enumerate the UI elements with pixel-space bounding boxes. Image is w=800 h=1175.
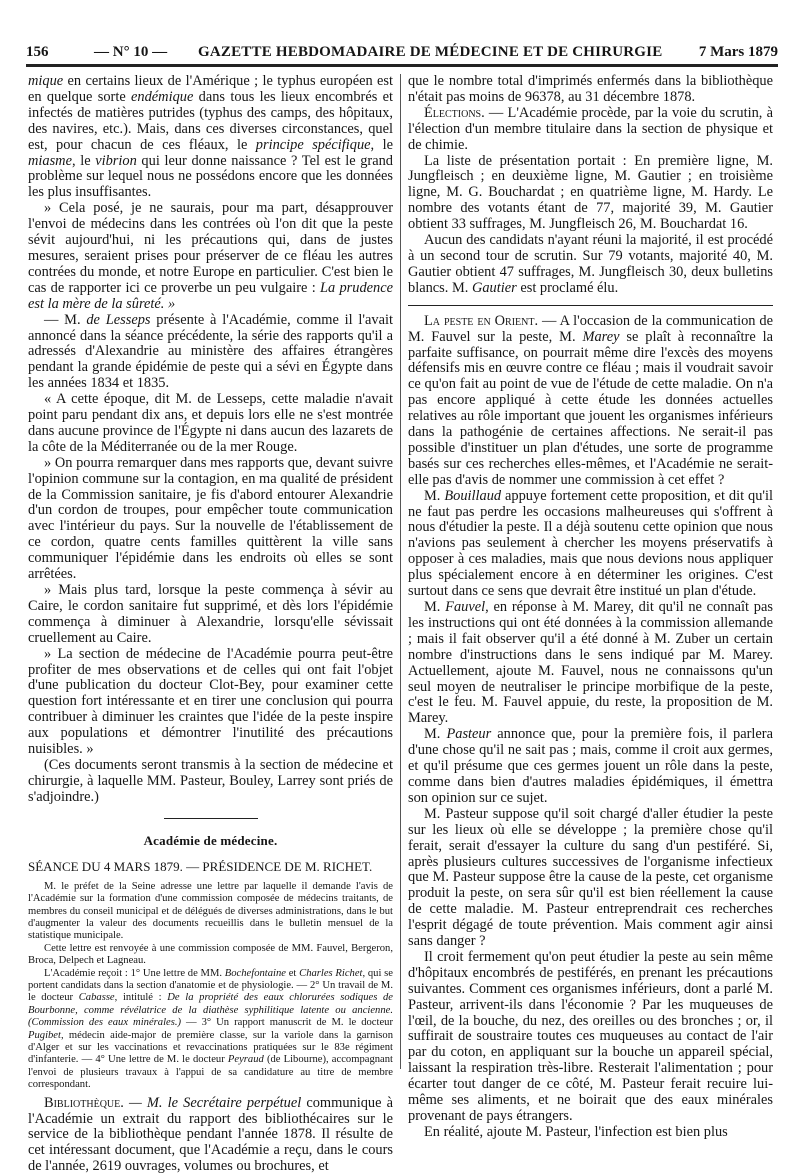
column-divider bbox=[400, 74, 401, 1069]
issue-number: — N° 10 — bbox=[94, 44, 168, 60]
issue-date: 7 Mars 1879 bbox=[698, 44, 778, 60]
paragraph: » La section de médecine de l'Académie pourra peut-être profiter de mes observations et de celles qui ont fait l'objet d'une publication du docteur Clot-Bey, pour examiner cette question fort intéressante et en tirer une conclusion qui pourra contribuer à diminuer les craintes que l'idée de la peste inspire aux populations et démontrer l'inutilité des précautions nuisibles. » bbox=[28, 645, 393, 758]
paragraph: M. Fauvel, en réponse à M. Marey, dit qu'il ne connaît pas les instructions qui ont été données à la commission allemande ; mais il fait observer qu'il a été donné à M. Zuber un certain nombre d'instructions dans le sens indiqué par M. Marey. Actuellement, ajoute M. Fauvel, nous ne connaissons qu'un seul moyen de neutraliser le principe morbifique de la peste, c'est le feu. M. Fauvel appuie, du reste, la proposition de M. Marey. bbox=[408, 599, 773, 727]
paragraph: (Ces documents seront transmis à la section de médecine et chirurgie, à laquelle MM. Pasteur, Bouley, Larrey sont priés de s'adjoindre.) bbox=[28, 756, 393, 805]
paragraph: Bibliothèque. — M. le Secrétaire perpétuel communique à l'Académie un extrait du rapport des bibliothécaires sur le service de la bibliothèque pendant l'année 1878. Il résulte de cet intéressant document, que l'Académie a reçu, dans le cours de l'année, 2619 ouvrages, volumes ou brochures, et bbox=[28, 1094, 393, 1175]
paragraph: La peste en Orient. — A l'occasion de la communication de M. Fauvel sur la peste, M. Marey se plaît à reconnaître la parfaite suffisance, on pourrait même dire l'excès des moyens défensifs mis en œuvre contre ce fléau ; mais il voudrait savoir ce qu'on fait au point de vue de l'étude de cette maladie. On n'a pas encore appliqué à cette étude les données actuelles relatives au rôle important que jouent les organismes inférieurs dans la pathogénie de certaines affections. Ne serait-il pas possible d'instituer un plan d'études, une sorte de programme basés sur ces recherches elles-mêmes, et l'Académie ne serait-elle pas d'avis de nommer une commission à cet effet ? bbox=[408, 312, 773, 488]
running-header bbox=[26, 40, 778, 66]
paragraph: M. Pasteur suppose qu'il soit chargé d'aller étudier la peste sur les lieux où elle se développe ; la première chose qu'il ferait, serait d'essayer la culture du sang d'un pestiféré. Si, après plusieurs cultures successives de l'organisme infectieux que M. Pasteur suppose être la cause de la peste, cet organisme produit la peste, on sera sûr qu'il est bien réellement la cause de cette maladie. M. Pasteur entreprendrait ces recherches l'esprit dégagé de toute prévention. Mais comment agir ainsi sans danger ? bbox=[408, 805, 773, 950]
minutes-paragraph: M. le préfet de la Seine adresse une lettre par laquelle il demande l'avis de l'Académie sur la formation d'une commission composée de médecins traitants, de membres du conseil municipal et de délégués de diverses administrations, dans le but d'augmenter la valeur des documents recueillis dans le bulletin mensuel de la statistique municipale. bbox=[28, 880, 393, 942]
paragraph: En réalité, ajoute M. Pasteur, l'infection est bien plus bbox=[424, 1123, 728, 1140]
minutes-paragraph: Cette lettre est renvoyée à une commission composée de MM. Fauvel, Bergeron, Broca, Delpech et Lagneau. bbox=[28, 942, 393, 967]
page-number: 156 bbox=[26, 44, 49, 60]
header-rule bbox=[26, 64, 778, 67]
paragraph: Aucun des candidats n'ayant réuni la majorité, il est procédé à un second tour de scrutin. Sur 79 votants, majorité 40, M. Gautier obtient 47 suffrages, M. Jungfleisch 30, deux bulletins blancs. M. Gautier est proclamé élu. bbox=[408, 232, 773, 296]
paragraph: que le nombre total d'imprimés enfermés dans la bibliothèque n'était pas moins de 96378, au 31 décembre 1878. bbox=[408, 74, 773, 105]
paragraph: M. Pasteur annonce que, pour la première fois, il parlera d'une chose qu'il ne sait pas ; mais, comme il croit aux germes, et qu'il présume que ces germes jouent un rôle dans la peste, comme dans bien d'autres maladies épidémiques, il émettra son opinion sur ce sujet. bbox=[408, 726, 773, 806]
paragraph: — M. de Lesseps présente à l'Académie, comme il l'avait annoncé dans la séance précédente, la série des rapports qu'il a adressés d'Alexandrie au ministère des affaires étrangères pendant la grande épidémie de peste qui a sévi en Égypte dans les années 1834 et 1835. bbox=[28, 311, 393, 392]
paragraph: La liste de présentation portait : En première ligne, M. Jungfleisch ; en deuxième ligne, M. Gautier ; en troisième ligne, M. G. Bouchardat ; en quatrième ligne, M. Hardy. Le nombre des votants étant de 77, majorité 39, M. Gautier obtient 33 suffrages, M. Jungfleisch 26, M. Bouchardat 16. bbox=[408, 152, 773, 233]
paragraph: M. Bouillaud appuye fortement cette proposition, et dit qu'il ne faut pas perdre les occasions malheureuses qui s'offrent à nous d'étudier la peste. Il a déjà soutenu cette opinion que nous n'avions pas seulement à chercher les moyens préservatifs à opposer à ces maladies, mais que nous devions nous appliquer plus spécialement encore à en déterminer les origines. C'est surtout dans ce sens que devrait être institué un plan d'étude. bbox=[408, 487, 773, 600]
paragraph: » Cela posé, je ne saurais, pour ma part, désapprouver l'envoi de médecins dans les contrées où l'on dit que la peste sévit aujourd'hui, ni les précautions qui, dans de justes mesures, seraient prises pour préserver de ce fléau les autres contrées du monde, et notre Europe en particulier. C'est bien le cas de rapporter ici ce proverbe un peu vulgaire : La prudence est la mère de la sûreté. » bbox=[28, 200, 393, 312]
section-separator bbox=[408, 305, 773, 306]
paragraph: » On pourra remarquer dans mes rapports que, devant suivre l'opinion commune sur la contagion, en ma qualité de président de la Commission sanitaire, je fis d'abord entourer Alexandrie d'un cordon de troupes, pour empêcher toute communication avec l'intérieur du pays. Sur la nouvelle de l'établissement de ce cordon, quatre cents familles quittèrent la ville sans communiquer l'épidémie dans les endroits où elles se sont arrêtées. bbox=[28, 454, 393, 583]
paragraph: « A cette époque, dit M. de Lesseps, cette maladie n'avait point paru pendant dix ans, et depuis lors elle ne s'est montrée dans aucune province de l'Égypte ni dans aucun des lazarets de la côte de la Méditerranée ou de la mer Rouge. bbox=[28, 391, 393, 455]
section-separator bbox=[164, 818, 258, 819]
right-column bbox=[408, 74, 773, 1141]
journal-title: GAZETTE HEBDOMADAIRE DE MÉDECINE ET DE CHIRURGIE bbox=[198, 44, 663, 60]
paragraph: mique en certains lieux de l'Amérique ; le typhus européen est en quelque sorte endémique dans tous les lieux encombrés et infectés de matières putrides (typhus des camps, des hôpitaux, des navires, etc.). Mais, dans ces diverses circonstances, quel est, pour chacun de ces fléaux, le principe spécifique, le miasme, le vibrion qui leur donne naissance ? Tel est le grand problème sur lequel nous ne possédons encore que les données les plus insuffisantes. bbox=[28, 74, 393, 201]
paragraph: Élections. — L'Académie procède, par la voie du scrutin, à l'élection d'un membre titulaire dans la section de physique et de chimie. bbox=[408, 104, 773, 153]
session-heading: SÉANCE DU 4 MARS 1879. — PRÉSIDENCE DE M. RICHET. bbox=[28, 858, 373, 874]
left-column bbox=[28, 74, 393, 1175]
paragraph: » Mais plus tard, lorsque la peste commença à sévir au Caire, le cordon sanitaire fut supprimé, et dès lors l'épidémie commença à diminuer à Alexandrie, lorsqu'elle sévissait cruellement au Caire. bbox=[28, 582, 393, 646]
paragraph: Il croit fermement qu'on peut étudier la peste au sein même d'hôpitaux encombrés de pestiférés, en prenant les précautions suivantes. Comment ces organismes inférieurs, dont a parlé M. Pasteur, arrivent-ils dans l'économie ? Par les muqueuses de l'œil, de la bouche, du nez, des oreilles ou des bronches ; or, il suffirait de soustraire toutes ces muqueuses au contact de l'air par du coton, en appliquant sur la bouche un appareil spécial, laissant la respiration très-libre. Resterait l'alimentation ; pour écarter tout danger de ce côté, M. Pasteur ferait recuire lui-même ses aliments, et ne boirait que des eaux minérales provenant de pays étrangers. bbox=[408, 948, 773, 1124]
minutes-paragraph: L'Académie reçoit : 1° Une lettre de MM. Bochefontaine et Charles Richet, qui se portent candidats dans la section d'anatomie et de physiologie. — 2° Un travail de M. le docteur Cabasse, intitulé : De la propriété des eaux chlorurées sodiques de Bourbonne, comme révélatrice de la diathèse syphilitique latente ou ancienne. (Commission des eaux minérales.) — 3° Un rapport manuscrit de M. le docteur Pugibet, médecin aide-major de première classe, sur la variole dans la garnison d'Alger et sur les vaccinations et revaccinations pratiquées sur le 83e régiment d'infanterie. — 4° Une lettre de M. le docteur Peyraud (de Libourne), accompagnant l'envoi de plusieurs travaux à l'appui de sa candidature au titre de membre correspondant. bbox=[28, 967, 393, 1091]
section-title: Académie de médecine. bbox=[143, 832, 278, 848]
